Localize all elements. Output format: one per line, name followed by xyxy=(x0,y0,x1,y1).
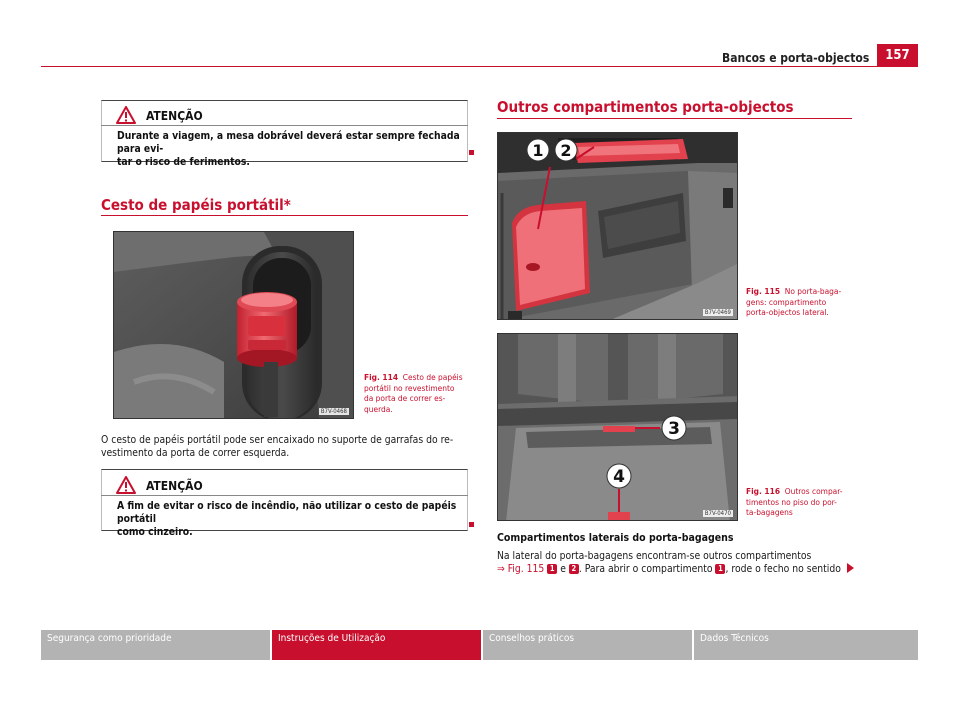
side-compartments-subheading: Compartimentos laterais do porta-bagagens xyxy=(497,532,734,544)
end-mark-1 xyxy=(469,150,474,155)
footer-tabs xyxy=(41,630,918,660)
warning-text-1-line-1: Durante a viagem, a mesa dobrável deverá estar sempre fechada para evi- xyxy=(117,130,460,155)
waste-bin-body-line-1: O cesto de papéis portátil pode ser encaixado no suporte de garrafas do re- xyxy=(101,434,454,446)
footer-tab-instructions[interactable]: Instruções de Utilização xyxy=(272,630,481,660)
section-rule-left xyxy=(101,215,468,216)
warning-triangle-icon xyxy=(116,106,136,124)
figure-115-caption-line-1 xyxy=(746,286,856,297)
warning-text-1 xyxy=(117,130,467,169)
section-title-other-compartments: Outros compartimentos porta-objectos xyxy=(497,98,794,116)
callout-badge-2: 2 xyxy=(569,564,579,574)
header-title: Bancos e porta-objectos xyxy=(722,51,870,65)
side-compartments-body-line-2 xyxy=(497,563,867,576)
figure-115-caption-line-3: porta-objectos lateral. xyxy=(746,307,829,317)
footer-tab-technical-data[interactable]: Dados Técnicos xyxy=(694,630,918,660)
body-line-2-text: . Para abrir o compartimento xyxy=(578,563,713,575)
figure-116-caption-line-3: ta-bagagens xyxy=(746,507,793,517)
figure-114-caption-line-1 xyxy=(364,372,464,383)
figure-116-code: B7V-0470 xyxy=(704,510,731,517)
figure-114-caption-line-3: da porta de correr es- xyxy=(364,393,446,403)
figure-114-code: B7V-0468 xyxy=(320,408,347,415)
callout-badge-1-repeat: 1 xyxy=(715,564,725,574)
section-title-waste-bin: Cesto de papéis portátil* xyxy=(101,196,291,214)
callout-badge-1: 1 xyxy=(547,564,557,574)
figure-114-caption-line-2: portátil no revestimento xyxy=(364,382,455,393)
figure-116-caption-number: Fig. 116 xyxy=(746,486,781,496)
warning-divider-2 xyxy=(101,495,468,496)
figure-114-caption-number: Fig. 114 xyxy=(364,372,399,382)
figure-116-caption-line-1 xyxy=(746,486,856,497)
side-compartments-body xyxy=(497,550,867,576)
footer-tab-practical-tips[interactable]: Conselhos práticos xyxy=(483,630,692,660)
footer-tab-safety[interactable]: Segurança como prioridade xyxy=(41,630,270,660)
figure-115-callout-1: 1 xyxy=(532,141,544,160)
warning-text-2-line-1: A fim de evitar o risco de incêndio, não utilizar o cesto de papéis portátil xyxy=(117,500,457,525)
figure-116-callout-3: 3 xyxy=(668,419,680,439)
end-mark-2 xyxy=(469,522,474,527)
figure-114-caption xyxy=(364,372,464,414)
warning-text-1-line-2: tar o risco de ferimentos. xyxy=(117,156,250,168)
figure-116-callout-4: 4 xyxy=(613,467,625,487)
side-compartments-body-line-1: Na lateral do porta-bagagens encontram-se outros compartimentos xyxy=(497,550,812,562)
warning-text-2 xyxy=(117,500,467,539)
figure-115-reference-link[interactable]: ⇒ Fig. 115 xyxy=(497,563,545,575)
figure-115-caption-number: Fig. 115 xyxy=(746,286,781,296)
figure-114-caption-line-1-text: Cesto de papéis xyxy=(402,372,463,382)
figure-115-caption xyxy=(746,286,856,318)
figure-115-code: B7V-0469 xyxy=(704,309,731,316)
figure-115-caption-line-1-text: No porta-baga- xyxy=(784,286,842,296)
header-rule xyxy=(41,66,918,67)
figure-114-caption-line-4: querda. xyxy=(364,403,393,414)
warning-text-2-line-2: como cinzeiro. xyxy=(117,526,193,538)
figure-115-callout-2: 2 xyxy=(560,141,572,160)
figure-116-caption-line-2: timentos no piso do por- xyxy=(746,496,837,507)
figure-114-photo xyxy=(113,231,354,419)
conjunction-text: e xyxy=(560,563,566,575)
page-number: 157 xyxy=(877,44,918,66)
waste-bin-body-text xyxy=(101,434,471,460)
warning-triangle-icon xyxy=(116,476,136,494)
figure-116-caption-line-1-text: Outros compar- xyxy=(784,486,843,496)
section-rule-right xyxy=(497,118,852,119)
warning-title-1: ATENÇÃO xyxy=(146,109,203,123)
figure-115-photo xyxy=(497,132,738,320)
figure-116-caption xyxy=(746,486,856,518)
waste-bin-body-line-2: vestimento da porta de correr esquerda. xyxy=(101,447,290,459)
warning-title-2: ATENÇÃO xyxy=(146,479,203,493)
continue-arrow-icon xyxy=(847,563,854,573)
figure-115-caption-line-2: gens: compartimento xyxy=(746,296,827,307)
figure-116-photo xyxy=(497,333,738,521)
body-line-2-text-continued: , rode o fecho no sentido xyxy=(725,563,841,575)
warning-divider-1 xyxy=(101,125,468,126)
